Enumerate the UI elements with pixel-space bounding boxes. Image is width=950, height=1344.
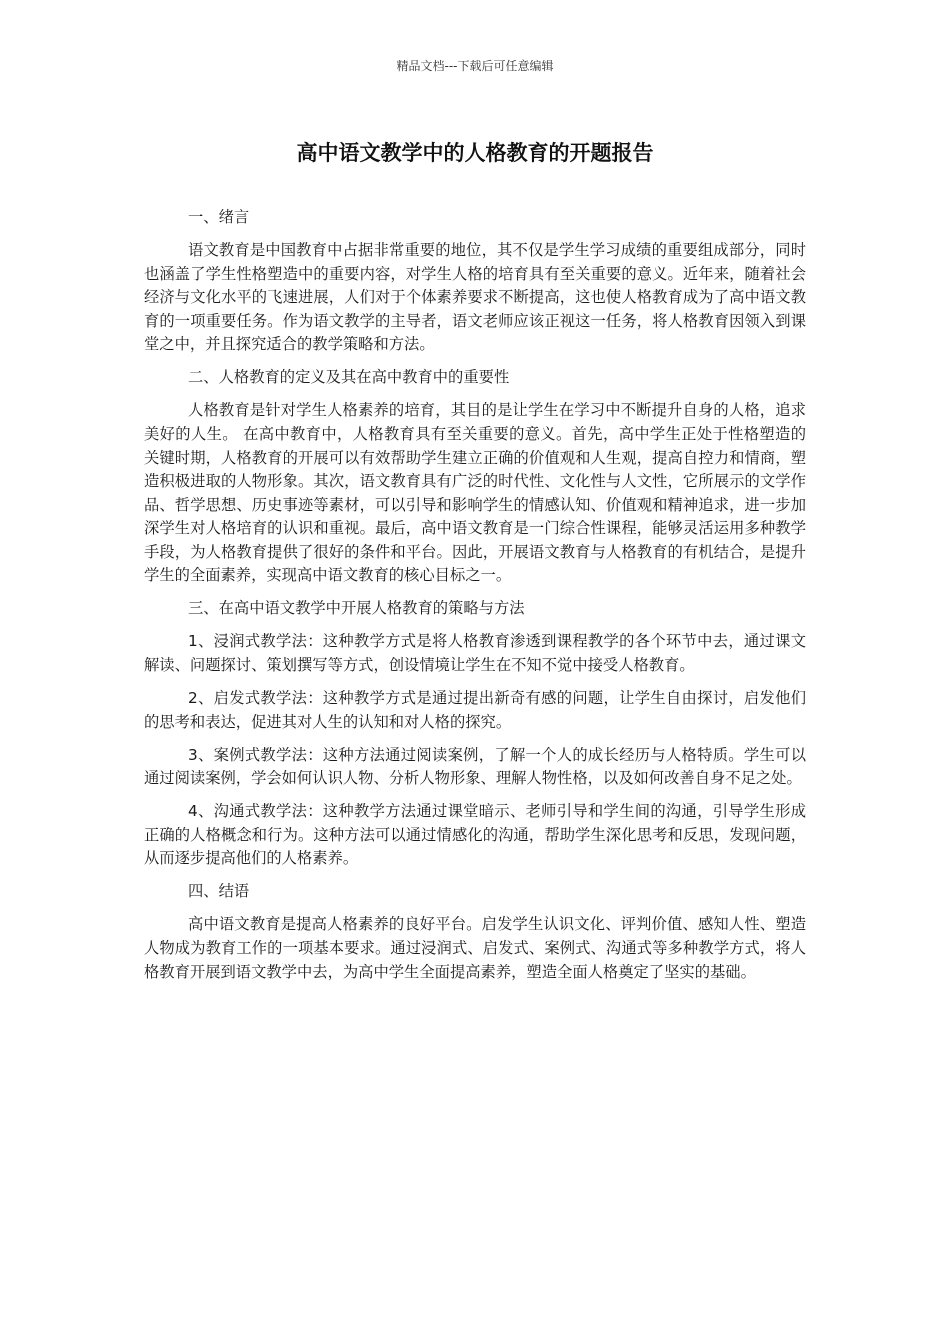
paragraph-strategy-4: 4、沟通式教学法：这种教学方法通过课堂暗示、老师引导和学生间的沟通，引导学生形成正确的人格概念和行为。这种方法可以通过情感化的沟通，帮助学生深化思考和反思，发现问题，从而逐步提高他们的人格素养。 xyxy=(144,802,806,868)
section-heading-definition: 二、人格教育的定义及其在高中教育中的重要性 xyxy=(188,368,510,387)
paragraph-definition: 人格教育是针对学生人格素养的培育，其目的是让学生在学习中不断提升自身的人格，追求美好的人生。 在高中教育中，人格教育具有至关重要的意义。首先，高中学生正处于性格塑造的关键时期，人格教育的开展可以有效帮助学生建立正确的价值观和人生观，提高自控力和情商，塑造积极进取的人物形象。其次，语文教育具有广泛的时代性、文化性与人文性，它所展示的文学作品、哲学思想、历史事迹等素材，可以引导和影响学生的情感认知、价值观和精神追求，进一步加深学生对人格培育的认识和重视。最后，高中语文教育是一门综合性课程，能够灵活运用多种教学手段，为人格教育提供了很好的条件和平台。因此，开展语文教育与人格教育的有机结合，是提升学生的全面素养，实现高中语文教育的核心目标之一。 xyxy=(144,401,806,585)
paragraph-intro: 语文教育是中国教育中占据非常重要的地位，其不仅是学生学习成绩的重要组成部分，同时也涵盖了学生性格塑造中的重要内容，对学生人格的培育具有至关重要的意义。近年来，随着社会经济与文化水平的飞速进展，人们对于个体素养要求不断提高，这也使人格教育成为了高中语文教育的一项重要任务。作为语文教学的主导者，语文老师应该正视这一任务，将人格教育因领入到课堂之中，并且探究适合的教学策略和方法。 xyxy=(144,240,806,354)
paragraph-conclusion: 高中语文教育是提高人格素养的良好平台。启发学生认识文化、评判价值、感知人性、塑造人物成为教育工作的一项基本要求。通过浸润式、启发式、案例式、沟通式等多种教学方式，将人格教育开展到语文教学中去，为高中学生全面提高素养，塑造全面人格奠定了坚实的基础。 xyxy=(144,915,806,981)
paragraph-strategy-3: 3、案例式教学法：这种方法通过阅读案例，了解一个人的成长经历与人格特质。学生可以通过阅读案例，学会如何认识人物、分析人物形象、理解人物性格，以及如何改善自身不足之处。 xyxy=(144,745,806,788)
page-header: 精品文档---下载后可任意编辑 xyxy=(396,59,554,73)
document-title: 高中语文教学中的人格教育的开题报告 xyxy=(296,141,654,165)
paragraph-strategy-2: 2、启发式教学法：这种教学方式是通过提出新奇有感的问题，让学生自由探讨，启发他们的思考和表达，促进其对人生的认知和对人格的探究。 xyxy=(144,689,806,731)
section-heading-conclusion: 四、结语 xyxy=(188,882,250,901)
section-heading-strategy: 三、在高中语文教学中开展人格教育的策略与方法 xyxy=(188,599,525,618)
paragraph-strategy-1: 1、浸润式教学法：这种教学方式是将人格教育渗透到课程教学的各个环节中去，通过课文解读、问题探讨、策划撰写等方式，创设情境让学生在不知不觉中接受人格教育。 xyxy=(144,632,806,675)
document-body xyxy=(144,206,806,994)
section-heading-intro: 一、绪言 xyxy=(188,208,250,226)
